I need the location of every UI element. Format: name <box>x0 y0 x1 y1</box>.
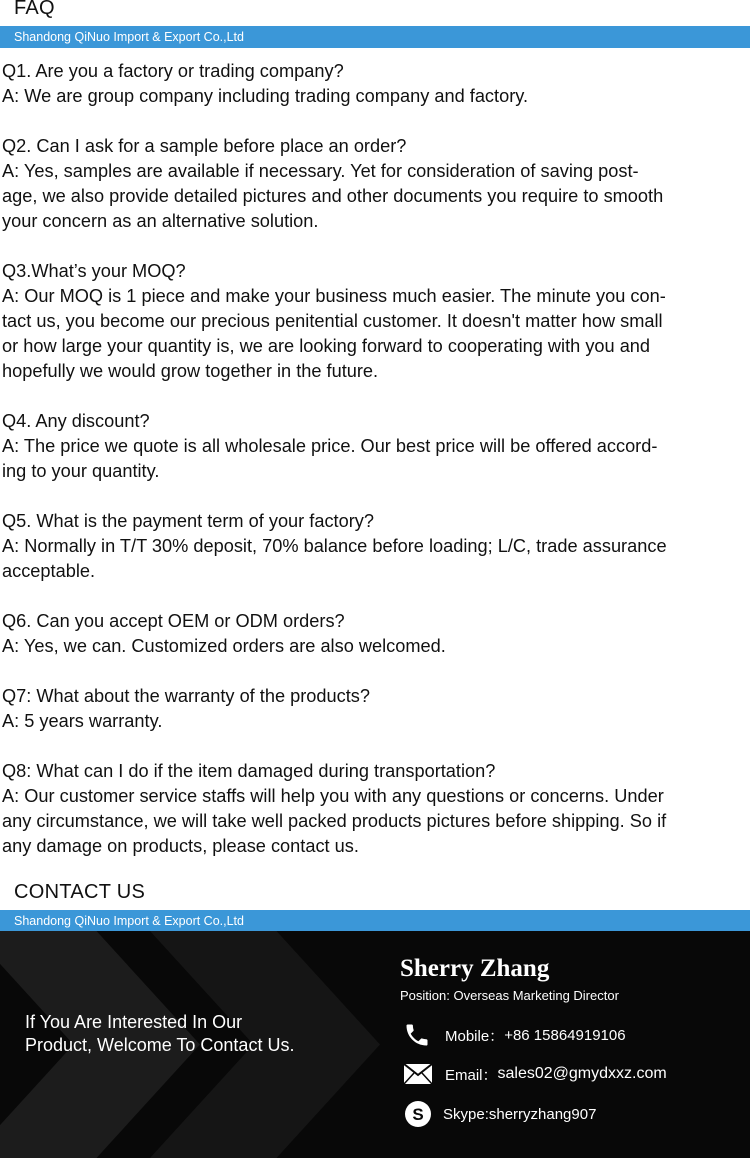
faq-title: FAQ <box>14 0 55 19</box>
skype-icon <box>403 1099 437 1129</box>
faq-item <box>2 609 740 659</box>
faq-question: Q8: What can I do if the item damaged during transportation? <box>2 761 496 781</box>
faq-item <box>2 259 740 384</box>
faq-question: Q2. Can I ask for a sample before place an order? <box>2 136 407 156</box>
faq-question: Q5. What is the payment term of your factory? <box>2 511 374 531</box>
email-label: Email： <box>445 1066 498 1084</box>
faq-answer-line: any damage on products, please contact us. <box>2 836 359 856</box>
faq-question: Q1. Are you a factory or trading company? <box>2 61 344 81</box>
mobile-row[interactable] <box>403 1020 626 1050</box>
mobile-value[interactable]: +86 15864919106 <box>504 1026 626 1044</box>
faq-answer-line: A: The price we quote is all wholesale price. Our best price will be offered accord- <box>2 436 658 456</box>
faq-answer-line: A: We are group company including trading company and factory. <box>2 86 529 106</box>
faq-answer-line: A: 5 years warranty. <box>2 711 163 731</box>
contact-panel <box>0 931 750 1158</box>
faq-item <box>2 409 740 484</box>
contact-position: Position: Overseas Marketing Director <box>400 988 619 1003</box>
faq-item <box>2 684 740 734</box>
faq-answer-line: or how large your quantity is, we are looking forward to cooperating with you and <box>2 336 651 356</box>
faq-item <box>2 759 740 859</box>
faq-answer-line: A: Yes, samples are available if necessary. Yet for consideration of saving post- <box>2 161 639 181</box>
invitation-line-2: Product, Welcome To Contact Us. <box>25 1035 295 1055</box>
phone-icon <box>403 1020 437 1050</box>
faq-answer-line: any circumstance, we will take well packed products pictures before shipping. So if <box>2 811 667 831</box>
svg-text:S: S <box>412 1105 424 1124</box>
faq-question: Q4. Any discount? <box>2 411 150 431</box>
faq-answer-line: A: Yes, we can. Customized orders are also welcomed. <box>2 636 446 656</box>
faq-answer-line: tact us, you become our precious penitential customer. It doesn't matter how small <box>2 311 663 331</box>
faq-company-bar: Shandong QiNuo Import & Export Co.,Ltd <box>0 26 750 48</box>
mobile-label: Mobile： <box>445 1027 505 1045</box>
skype-value[interactable]: sherryzhang907 <box>488 1105 597 1123</box>
faq-question: Q6. Can you accept OEM or ODM orders? <box>2 611 345 631</box>
faq-answer-line: ing to your quantity. <box>2 461 160 481</box>
faq-item <box>2 134 740 234</box>
contact-name: Sherry Zhang <box>400 955 550 982</box>
envelope-icon <box>403 1059 437 1089</box>
faq-answer-line: A: Our MOQ is 1 piece and make your business much easier. The minute you con- <box>2 286 666 306</box>
invitation-line-1: If You Are Interested In Our <box>25 1012 243 1032</box>
contact-title: CONTACT US <box>14 881 146 903</box>
email-row[interactable] <box>403 1059 667 1089</box>
skype-label: Skype: <box>443 1105 489 1123</box>
faq-answer-line: A: Normally in T/T 30% deposit, 70% balance before loading; L/C, trade assurance <box>2 536 667 556</box>
faq-item <box>2 59 740 109</box>
faq-item <box>2 509 740 584</box>
faq-question: Q3.What’s your MOQ? <box>2 261 186 281</box>
contact-invitation <box>25 1011 294 1057</box>
faq-answer-line: A: Our customer service staffs will help you with any questions or concerns. Under <box>2 786 664 806</box>
contact-company-bar: Shandong QiNuo Import & Export Co.,Ltd <box>0 910 750 932</box>
faq-list <box>2 59 740 884</box>
email-value[interactable]: sales02@gmydxxz.com <box>497 1065 667 1082</box>
faq-answer-line: hopefully we would grow together in the future. <box>2 361 379 381</box>
faq-answer-line: your concern as an alternative solution. <box>2 211 319 231</box>
faq-answer-line: age, we also provide detailed pictures and other documents you require to smooth <box>2 186 664 206</box>
faq-question: Q7: What about the warranty of the products? <box>2 686 370 706</box>
faq-answer-line: acceptable. <box>2 561 96 581</box>
skype-row[interactable] <box>403 1099 596 1129</box>
